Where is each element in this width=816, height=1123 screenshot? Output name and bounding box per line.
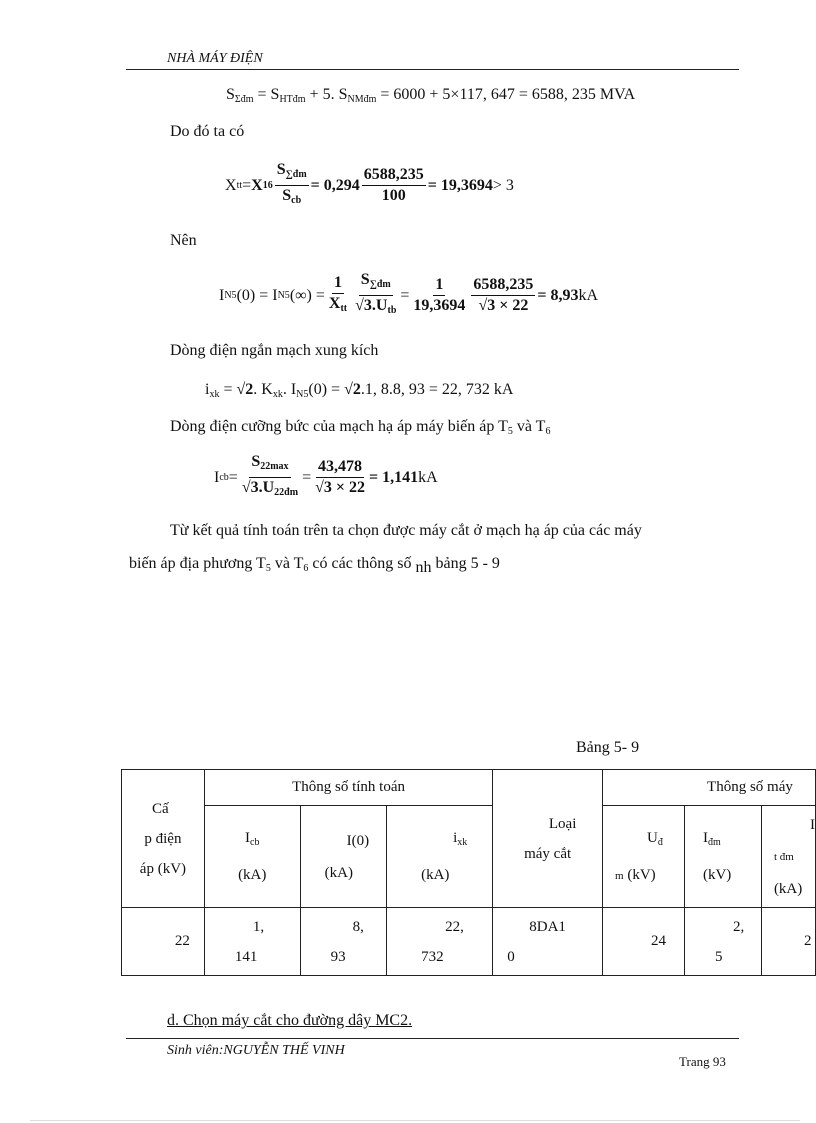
parameters-table	[121, 769, 816, 976]
equation-5: I cb = $\frac{S_{22max}}{√3.U_{22đm}}$ = $\frac{43,478}{√3 \times 22}$ = 1,141 kA	[214, 453, 438, 498]
cell-voltage: 22	[122, 908, 205, 976]
header-group-calc: Thông số tính toán	[204, 770, 492, 806]
text-nen: Nên	[170, 232, 197, 249]
header-icb: $I_{cb}$ (kA)	[204, 806, 300, 908]
paragraph-line-2: biến áp địa phương $T_5$ và $T_6$ có các thông số nh bảng 5 - 9	[129, 555, 500, 576]
table-row	[122, 908, 816, 976]
header-breaker-type: Loại máy cắt	[493, 770, 603, 908]
header-itdm: I t đm (kA)	[761, 806, 815, 908]
header-voltage: Cấ p điện áp (kV)	[122, 770, 205, 908]
footer-student: Sinh viên:NGUYỄN THẾ VINH	[167, 1043, 345, 1058]
cell-udm: 24	[603, 908, 685, 976]
cell-i0: 8, 93	[300, 908, 386, 976]
header-rule	[126, 69, 739, 70]
header-ixk: $i_{xk}$ (kA)	[387, 806, 493, 908]
header-i0: I(0) (kA)	[300, 806, 386, 908]
header-group-machine: Thông số máy	[603, 770, 816, 806]
text-cuong-buc: Dòng điện cưỡng bức của mạch hạ áp máy biến áp $T_5$ và $T_6$	[170, 418, 551, 437]
equation-2: X tt = X 16 $\frac{S_{\sum đm}}{S_{cb}}$ = 0,294 $\frac{6588,235}{100}$ = 19,3694 > 3	[225, 161, 514, 206]
header-udm: $U_đ$ m (kV)	[603, 806, 685, 908]
cell-icb: 1, 141	[204, 908, 300, 976]
table-caption: Bảng 5- 9	[576, 739, 640, 756]
cell-ixk: 22, 732	[387, 908, 493, 976]
cell-idm: 2, 5	[684, 908, 761, 976]
text-do-do: Do đó ta có	[170, 123, 245, 140]
page-header-title: NHÀ MÁY ĐIỆN	[167, 51, 263, 66]
equation-1: $S_{\Sigma đm} = S_{HTđm} + 5$. $S_{NMđm} = 6000 + 5\times 117$, 647 = 6588, 235 MVA	[226, 86, 636, 105]
equation-3: I N5 (0) = I N5 (∞) = $\frac{1}{X_{tt}}$ $\frac{S_{\sum đm}}{√3.U_{tb}}$ = $\frac{1}{19,3694}$ $\frac{6588,235}{√3 \times 22}$ = 8,93 kA	[219, 271, 599, 316]
footer-page-number: Trang 93	[679, 1054, 726, 1069]
header-idm: $I_{đm}$ (kV)	[684, 806, 761, 908]
footer-rule	[126, 1038, 739, 1039]
text-xung-kich: Dòng điện ngắn mạch xung kích	[170, 342, 379, 359]
paragraph-line-1: Từ kết quả tính toán trên ta chọn được máy cắt ở mạch hạ áp của các máy	[170, 522, 642, 539]
cell-breaker-type: 8DA1 0	[493, 908, 603, 976]
section-heading: d. Chọn máy cắt cho đường dây MC2.	[167, 1012, 413, 1029]
cell-itdm: 2	[761, 908, 815, 976]
bottom-divider	[30, 1120, 800, 1121]
equation-4: $i_{xk} = √2$. $K_{xk}$. $I_{N5}(0) = √2.1$, 8.8, 93 = 22, 732 kA	[205, 381, 514, 400]
